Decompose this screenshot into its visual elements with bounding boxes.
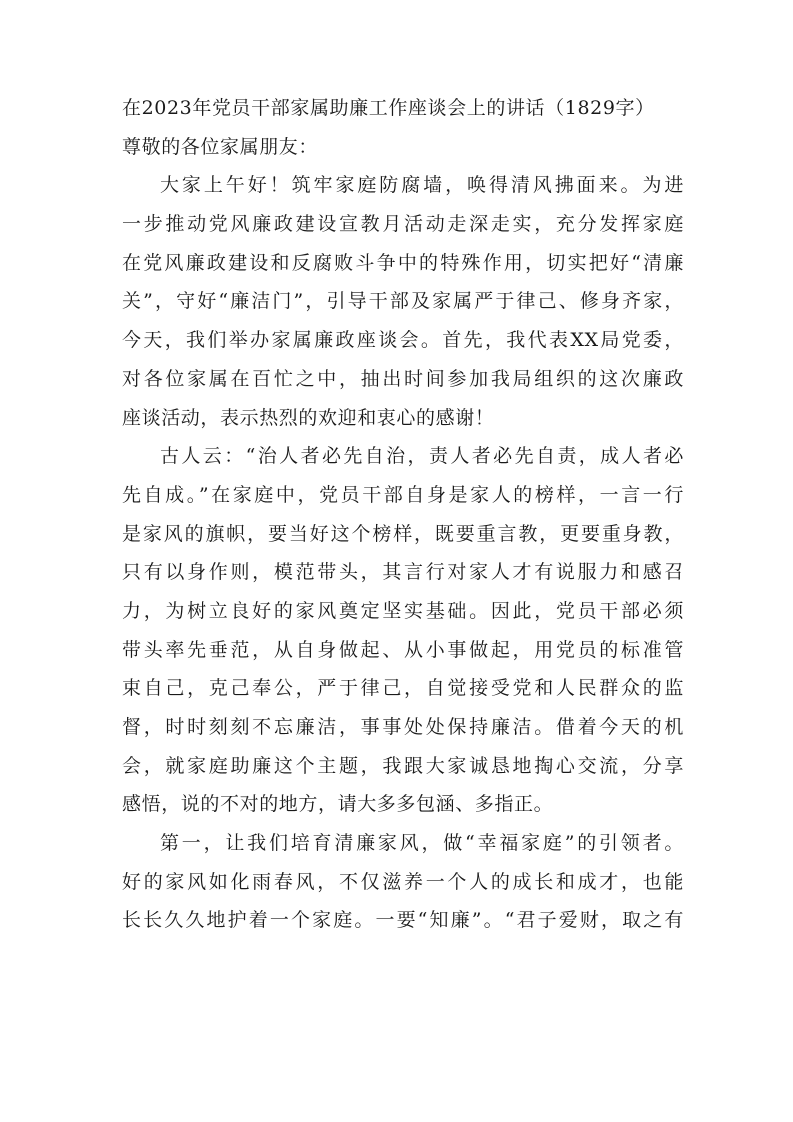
paragraph-line: 会，就家庭助廉这个主题，我跟大家诚恳地掏心交流，分享 [122,754,684,777]
paragraph-line: 大家上午好！筑牢家庭防腐墙，唤得清风拂面来。为进 [160,174,684,197]
paragraph-ancient-saying [122,437,684,824]
paragraph-line: 古人云：“治人者必先自治，责人者必先自责，成人者必 [160,445,684,468]
paragraph-greeting [122,166,684,437]
salutation: 尊敬的各位家属朋友： [122,135,319,158]
paragraph-line: 只有以身作则，模范带头，其言行对家人才有说服力和感召 [122,561,684,584]
paragraph-line: 关”，守好“廉洁门”，引导干部及家属严于律己、修身齐家， [122,290,684,313]
paragraph-line: 座谈活动，表示热烈的欢迎和衷心的感谢！ [122,406,495,429]
paragraph-line: 对各位家属在百忙之中，抽出时间参加我局组织的这次廉政 [122,367,684,390]
paragraph-line: 先自成。”在家庭中，党员干部自身是家人的榜样，一言一行 [122,483,684,506]
paragraph-line: 束自己，克己奉公，严于律己，自觉接受党和人民群众的监 [122,677,684,700]
paragraph-line: 今天，我们举办家属廉政座谈会。首先，我代表XX局党委， [122,329,684,352]
paragraph-line: 好的家风如化雨春风，不仅滋养一个人的成长和成才，也能 [122,870,684,893]
document-body [122,89,684,940]
paragraph-line: 带头率先垂范，从自身做起、从小事做起，用党员的标准管 [122,638,684,661]
document-title: 在2023年党员干部家属助廉工作座谈会上的讲话（1829字） [122,97,655,119]
paragraph-first-point [122,824,684,940]
paragraph-line: 是家风的旗帜，要当好这个榜样，既要重言教，更要重身教， [122,522,684,545]
paragraph-line: 在党风廉政建设和反腐败斗争中的特殊作用，切实把好“清廉 [122,251,684,274]
paragraph-line: 感悟，说的不对的地方，请大多多包涵、多指正。 [122,793,554,816]
paragraph-line: 督，时时刻刻不忘廉洁，事事处处保持廉洁。借着今天的机 [122,716,684,738]
paragraph-line: 力，为树立良好的家风奠定坚实基础。因此，党员干部必须 [122,599,684,622]
paragraph-line: 第一，让我们培育清廉家风，做“幸福家庭”的引领者。 [160,832,684,855]
paragraph-line: 一步推动党风廉政建设宣教月活动走深走实，充分发挥家庭 [122,213,684,236]
paragraph-line: 长长久久地护着一个家庭。一要“知廉”。“君子爱财，取之有 [122,909,684,932]
